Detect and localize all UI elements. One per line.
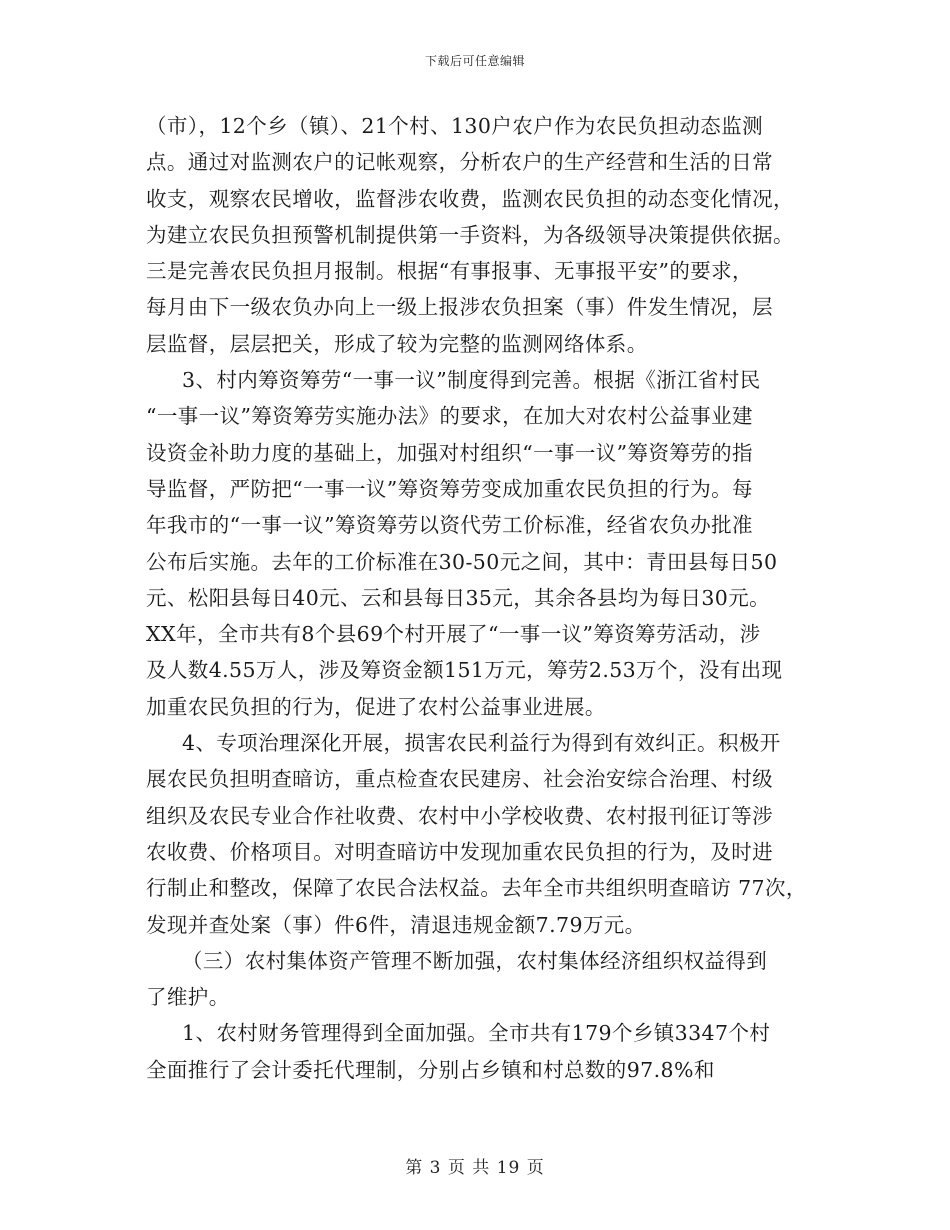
text-line: 每月由下一级农负办向上一级上报涉农负担案（事）件发生情况，层 (146, 295, 773, 320)
text-line: 农收费、价格项目。对明查暗访中发现加重农民负担的行为，及时进 (146, 839, 773, 864)
text-line: （市），12个乡（镇）、21个村、130户农户作为农民负担动态监测 (146, 114, 763, 138)
text-line: 了维护。 (146, 985, 230, 1010)
text-line: 收支，观察农民增收，监督涉农收费，监测农民负担的动态变化情况， (146, 186, 794, 211)
text-line: （三）农村集体资产管理不断加强，农村集体经济组织权益得到 (182, 948, 768, 973)
page-number-footer: 第 3 页 共 19 页 (405, 1158, 545, 1178)
text-line: 年我市的“一事一议”筹资筹劳以资代劳工价标准，经省农负办批准 (146, 513, 753, 538)
text-line: 为建立农民负担预警机制提供第一手资料，为各级领导决策提供依据。 (146, 222, 794, 247)
text-line: 点。通过对监测农户的记帐观察，分析农户的生产经营和生活的日常 (146, 150, 773, 175)
text-line: 层监督，层层把关，形成了较为完整的监测网络体系。 (146, 331, 648, 356)
text-line: 行制止和整改，保障了农民合法权益。去年全市共组织明查暗访 77次， (146, 876, 807, 901)
text-line: 4、专项治理深化开展，损害农民利益行为得到有效纠正。积极开 (182, 731, 781, 756)
text-line: 全面推行了会计委托代理制，分别占乡镇和村总数的97.8%和 (146, 1057, 715, 1082)
text-line: 展农民负担明查暗访，重点检查农民建房、社会治安综合治理、村级 (146, 767, 773, 792)
text-line: 三是完善农民负担月报制。根据“有事报事、无事报平安”的要求， (146, 259, 753, 284)
text-line: 3、村内筹资筹劳“一事一议”制度得到完善。根据《浙江省村民 (182, 368, 761, 393)
document-body (146, 108, 811, 1088)
text-line: 及人数4.55万人，涉及筹资金额151万元，筹劳2.53万个，没有出现 (146, 658, 783, 683)
text-line: 加重农民负担的行为，促进了农村公益事业进展。 (146, 694, 606, 719)
text-line: 发现并查处案（事）件6件，清退违规金额7.79万元。 (146, 912, 646, 937)
text-line: 元、松阳县每日40元、云和县每日35元，其余各县均为每日30元。 (146, 585, 771, 610)
text-line: XX年，全市共有8个县69个村开展了“一事一议”筹资筹劳活动，涉 (146, 622, 761, 647)
text-line: 设资金补助力度的基础上，加强对村组织“一事一议”筹资筹劳的指 (146, 440, 753, 465)
text-line: “一事一议”筹资筹劳实施办法》的要求，在加大对农村公益事业建 (146, 404, 753, 429)
page-header: 下载后可任意编辑 (424, 54, 525, 68)
text-line: 1、农村财务管理得到全面加强。全市共有179个乡镇3347个村 (182, 1021, 771, 1046)
text-line: 组织及农民专业合作社收费、农村中小学校收费、农村报刊征订等涉 (146, 803, 773, 828)
text-line: 公布后实施。去年的工价标准在30-50元之间，其中：青田县每日50 (146, 549, 778, 574)
text-line: 导监督，严防把“一事一议”筹资筹劳变成加重农民负担的行为。每 (146, 476, 753, 501)
